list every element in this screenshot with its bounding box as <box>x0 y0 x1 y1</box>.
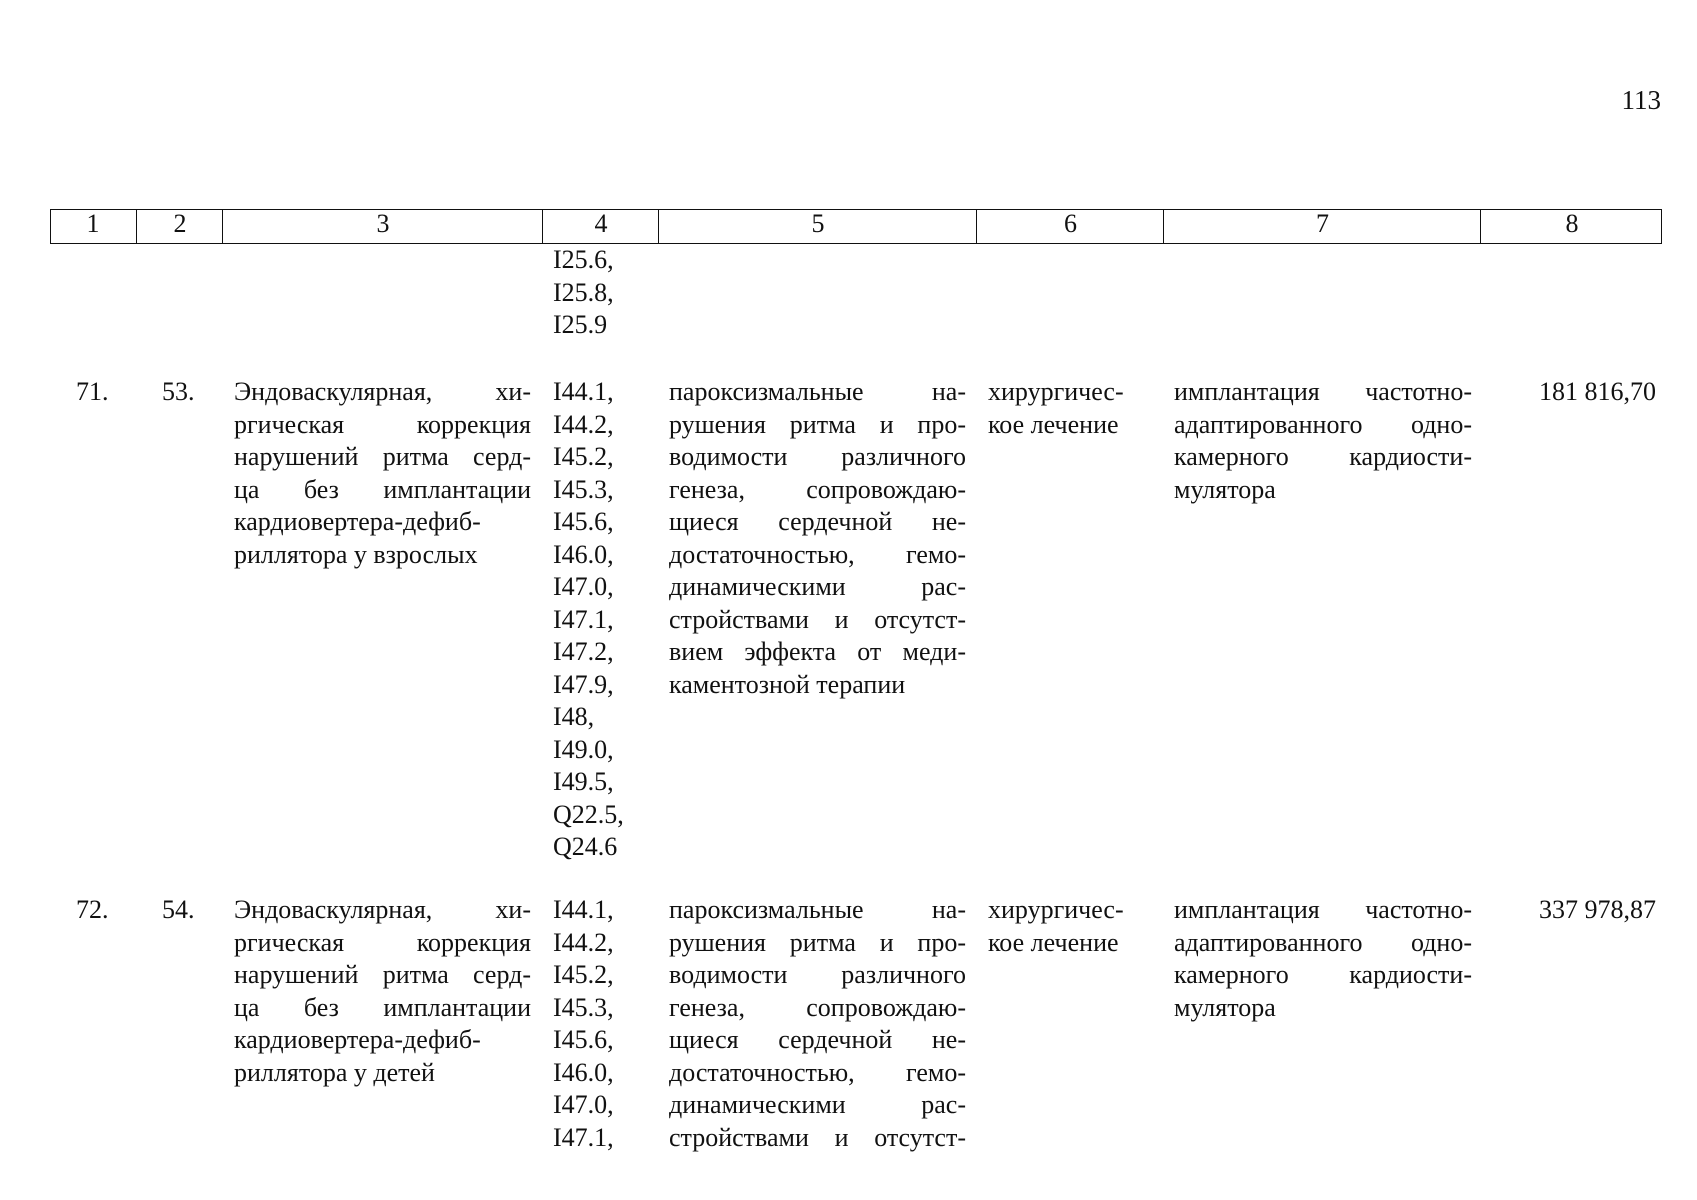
code-line: Q22.5, <box>553 799 624 829</box>
text-line: Эндоваскулярная, хи- <box>234 377 531 406</box>
text-line: водимости различного <box>669 960 966 989</box>
code-line: I47.0, <box>553 572 614 601</box>
text-line: достаточностью, гемо- <box>669 1057 966 1087</box>
text-line: Эндоваскулярная, хи- <box>234 895 531 924</box>
code-line: I44.1, <box>553 377 614 406</box>
cost-value: 337 978,87 <box>1539 895 1656 924</box>
treatment-method <box>1174 894 1472 1024</box>
text-line: камерного кардиости- <box>1174 442 1472 471</box>
treatment-type <box>988 894 1148 959</box>
item-number: 54. <box>162 895 195 924</box>
code-line: I45.6, <box>553 1025 614 1054</box>
code-line: I45.2, <box>553 442 614 471</box>
text-line: имплантация частотно- <box>1174 895 1472 924</box>
code-line: I44.1, <box>553 895 614 924</box>
treatment-type <box>988 376 1148 441</box>
code-line: I48, <box>553 702 595 731</box>
text-line: ргическая коррекция <box>234 927 531 957</box>
text-line: адаптированного одно- <box>1174 927 1472 957</box>
header-col-1: 1 <box>86 209 100 238</box>
text-line: хирургичес- <box>988 377 1124 406</box>
text-line: каментозной терапии <box>669 669 906 699</box>
text-line: вием эффекта от меди- <box>669 637 966 666</box>
text-line: рушения ритма и про- <box>669 927 966 957</box>
table-header <box>50 209 1662 244</box>
text-line: мулятора <box>1174 992 1276 1022</box>
code-line: I25.6, <box>553 245 614 274</box>
code-line: I25.8, <box>553 277 614 307</box>
method-group-name <box>234 894 531 1089</box>
text-line: пароксизмальные на- <box>669 895 966 924</box>
code-line: I45.3, <box>553 992 614 1022</box>
text-line: пароксизмальные на- <box>669 377 966 406</box>
code-line: I47.2, <box>553 637 614 666</box>
code-line: I46.0, <box>553 539 614 569</box>
code-line: I44.2, <box>553 927 614 957</box>
text-line: достаточностью, гемо- <box>669 539 966 569</box>
text-line: генеза, сопровождаю- <box>669 992 966 1022</box>
icd-codes <box>553 894 663 1154</box>
text-line: хирургичес- <box>988 895 1124 924</box>
code-line: I49.5, <box>553 767 614 796</box>
icd-codes <box>553 376 663 864</box>
cost-value: 181 816,70 <box>1539 377 1656 406</box>
text-line: щиеся сердечной не- <box>669 1025 966 1054</box>
header-col-3: 3 <box>222 209 543 244</box>
text-line: камерного кардиости- <box>1174 960 1472 989</box>
text-line: рушения ритма и про- <box>669 409 966 439</box>
code-line: I49.0, <box>553 734 614 764</box>
code-line: I46.0, <box>553 1057 614 1087</box>
text-line: риллятора у взрослых <box>234 539 478 569</box>
code-line: I47.1, <box>553 1122 614 1152</box>
code-line: I45.6, <box>553 507 614 536</box>
text-line: имплантация частотно- <box>1174 377 1472 406</box>
code-line: I47.1, <box>553 604 614 634</box>
text-line: стройствами и отсутст- <box>669 1122 966 1152</box>
text-line: ргическая коррекция <box>234 409 531 439</box>
text-line: кое лечение <box>988 927 1119 957</box>
header-col-8: 8 <box>1480 209 1663 244</box>
treatment-method <box>1174 376 1472 506</box>
text-line: риллятора у детей <box>234 1057 435 1087</box>
header-col-4: 4 <box>542 209 659 244</box>
code-line: I44.2, <box>553 409 614 439</box>
header-col-7: 7 <box>1163 209 1481 244</box>
code-line: I45.3, <box>553 474 614 504</box>
header-col-6: 6 <box>976 209 1164 244</box>
header-col-5: 5 <box>658 209 977 244</box>
text-line: кардиовертера-дефиб- <box>234 1025 481 1054</box>
text-line: кардиовертера-дефиб- <box>234 507 481 536</box>
text-line: генеза, сопровождаю- <box>669 474 966 504</box>
text-line: нарушений ритма серд- <box>234 960 531 989</box>
row-number: 72. <box>76 895 109 924</box>
continuation-codes <box>553 244 663 342</box>
text-line: нарушений ритма серд- <box>234 442 531 471</box>
code-line: I25.9 <box>553 310 608 339</box>
text-line: мулятора <box>1174 474 1276 504</box>
header-col-2: 2 <box>136 209 223 244</box>
method-group-name <box>234 376 531 571</box>
text-line: динамическими рас- <box>669 572 966 601</box>
text-line: кое лечение <box>988 409 1119 439</box>
text-line: стройствами и отсутст- <box>669 604 966 634</box>
text-line: водимости различного <box>669 442 966 471</box>
code-line: I47.0, <box>553 1090 614 1119</box>
code-line: I47.9, <box>553 669 614 699</box>
diagnosis-description <box>669 894 966 1154</box>
text-line: адаптированного одно- <box>1174 409 1472 439</box>
text-line: ца без имплантации <box>234 992 531 1022</box>
item-number: 53. <box>162 377 195 406</box>
text-line: щиеся сердечной не- <box>669 507 966 536</box>
text-line: ца без имплантации <box>234 474 531 504</box>
code-line: Q24.6 <box>553 832 618 861</box>
diagnosis-description <box>669 376 966 701</box>
code-line: I45.2, <box>553 960 614 989</box>
text-line: динамическими рас- <box>669 1090 966 1119</box>
row-number: 71. <box>76 377 109 406</box>
page-number: 113 <box>1621 85 1661 115</box>
